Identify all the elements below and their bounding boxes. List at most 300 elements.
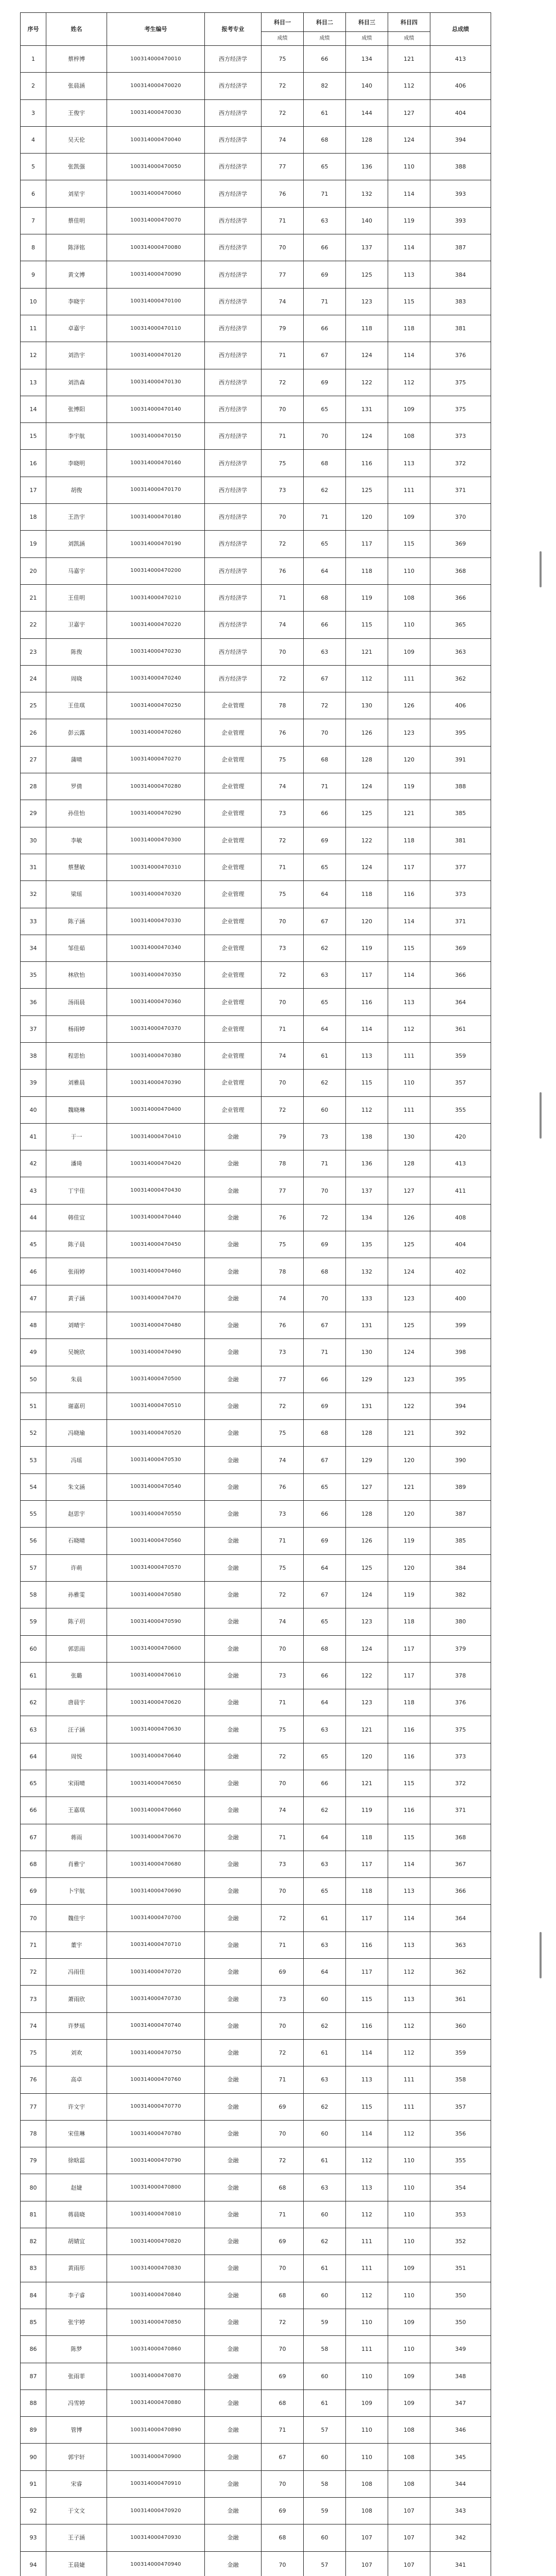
- row-index: 23: [21, 638, 46, 665]
- student-name: 冯瑶: [46, 1447, 107, 1473]
- student-name: 卓嘉宇: [46, 315, 107, 342]
- score-subject-3: 116: [346, 1931, 388, 1958]
- major: 金融: [205, 2120, 262, 2147]
- exam-id: 100314000470020: [107, 73, 205, 99]
- major: 企业管理: [205, 1070, 262, 1096]
- total-score: 366: [430, 584, 491, 611]
- student-name: 张璐: [46, 1662, 107, 1689]
- exam-id: 100314000470330: [107, 908, 205, 935]
- exam-id: 100314000470710: [107, 1931, 205, 1958]
- major: 企业管理: [205, 881, 262, 908]
- student-name: 王子涵: [46, 2524, 107, 2551]
- row-index: 64: [21, 1743, 46, 1770]
- table-body: [21, 46, 491, 2576]
- row-index: 70: [21, 1905, 46, 1931]
- score-subject-1: 79: [262, 1123, 304, 1150]
- exam-id: 100314000470100: [107, 288, 205, 315]
- score-subject-4: 110: [388, 2336, 430, 2363]
- table-row: [21, 369, 491, 396]
- table-row: [21, 1015, 491, 1042]
- major: 金融: [205, 1905, 262, 1931]
- score-subject-4: 113: [388, 1878, 430, 1905]
- exam-id: 100314000470720: [107, 1959, 205, 1986]
- score-subject-2: 72: [304, 1204, 346, 1231]
- score-subject-3: 118: [346, 315, 388, 342]
- score-subject-1: 72: [262, 1096, 304, 1123]
- score-subject-1: 70: [262, 2120, 304, 2147]
- exam-id: 100314000470580: [107, 1581, 205, 1608]
- table-row: [21, 2498, 491, 2524]
- table-row: [21, 746, 491, 773]
- total-score: 378: [430, 1662, 491, 1689]
- score-subject-3: 129: [346, 1366, 388, 1393]
- exam-id: 100314000470480: [107, 1312, 205, 1338]
- student-name: 胡俊: [46, 477, 107, 503]
- major: 金融: [205, 1743, 262, 1770]
- score-subject-1: 77: [262, 1177, 304, 1204]
- row-index: 33: [21, 908, 46, 935]
- score-subject-2: 68: [304, 450, 346, 477]
- score-subject-2: 61: [304, 1905, 346, 1931]
- table-row: [21, 665, 491, 692]
- total-score: 371: [430, 477, 491, 503]
- row-index: 56: [21, 1528, 46, 1554]
- student-name: 彭云露: [46, 719, 107, 746]
- exam-id: 100314000470860: [107, 2336, 205, 2363]
- score-subject-1: 78: [262, 1258, 304, 1285]
- score-subject-1: 73: [262, 935, 304, 961]
- score-subject-4: 109: [388, 2363, 430, 2389]
- total-score: 369: [430, 935, 491, 961]
- score-subject-1: 69: [262, 2363, 304, 2389]
- score-subject-1: 71: [262, 207, 304, 234]
- score-subject-2: 63: [304, 638, 346, 665]
- score-subject-4: 121: [388, 1473, 430, 1500]
- score-subject-4: 108: [388, 2470, 430, 2497]
- score-subject-3: 144: [346, 99, 388, 126]
- score-subject-3: 124: [346, 1635, 388, 1662]
- major: 西方经济学: [205, 423, 262, 450]
- exam-id: 100314000470090: [107, 261, 205, 288]
- score-subject-3: 131: [346, 1393, 388, 1419]
- table-row: [21, 1931, 491, 1958]
- student-name: 董宇: [46, 1931, 107, 1958]
- row-index: 72: [21, 1959, 46, 1986]
- major: 金融: [205, 2012, 262, 2039]
- student-name: 郭思雨: [46, 1635, 107, 1662]
- exam-id: 100314000470210: [107, 584, 205, 611]
- score-subject-4: 120: [388, 1447, 430, 1473]
- score-subject-1: 75: [262, 450, 304, 477]
- total-score: 355: [430, 2147, 491, 2174]
- row-index: 50: [21, 1366, 46, 1393]
- student-name: 张雨菲: [46, 2363, 107, 2389]
- table-row: [21, 2417, 491, 2444]
- total-score: 356: [430, 2120, 491, 2147]
- student-name: 许文宇: [46, 2093, 107, 2120]
- row-index: 66: [21, 1797, 46, 1824]
- student-name: 邹佳茹: [46, 935, 107, 961]
- table-row: [21, 126, 491, 153]
- major: 金融: [205, 1689, 262, 1716]
- table-row: [21, 2336, 491, 2363]
- score-subject-3: 112: [346, 2282, 388, 2309]
- row-index: 26: [21, 719, 46, 746]
- score-subject-4: 115: [388, 1824, 430, 1851]
- table-row: [21, 1177, 491, 1204]
- score-subject-4: 117: [388, 1635, 430, 1662]
- score-subject-2: 61: [304, 2389, 346, 2416]
- score-subject-3: 117: [346, 531, 388, 557]
- score-subject-4: 115: [388, 288, 430, 315]
- student-name: 王晨婕: [46, 2551, 107, 2576]
- student-name: 李晓宇: [46, 288, 107, 315]
- score-subject-1: 73: [262, 1339, 304, 1366]
- total-score: 413: [430, 46, 491, 73]
- total-score: 388: [430, 773, 491, 800]
- major: 金融: [205, 2309, 262, 2335]
- total-score: 392: [430, 1420, 491, 1447]
- score-subject-2: 71: [304, 1339, 346, 1366]
- row-index: 86: [21, 2336, 46, 2363]
- score-subject-4: 119: [388, 207, 430, 234]
- row-index: 93: [21, 2524, 46, 2551]
- score-subject-3: 118: [346, 1878, 388, 1905]
- score-subject-4: 114: [388, 1851, 430, 1877]
- major: 金融: [205, 2336, 262, 2363]
- score-subject-4: 110: [388, 2228, 430, 2255]
- major: 金融: [205, 1662, 262, 1689]
- score-subject-1: 71: [262, 2066, 304, 2093]
- table-row: [21, 1662, 491, 1689]
- score-subject-1: 78: [262, 1150, 304, 1177]
- exam-id: 100314000470540: [107, 1473, 205, 1500]
- exam-id: 100314000470680: [107, 1851, 205, 1877]
- table-row: [21, 719, 491, 746]
- total-score: 366: [430, 962, 491, 989]
- score-subject-4: 119: [388, 1581, 430, 1608]
- score-subject-1: 70: [262, 2470, 304, 2497]
- score-subject-1: 77: [262, 1366, 304, 1393]
- total-score: 373: [430, 1743, 491, 1770]
- total-score: 371: [430, 908, 491, 935]
- score-table: [20, 12, 491, 2576]
- total-score: 393: [430, 207, 491, 234]
- score-subject-2: 60: [304, 1986, 346, 2012]
- score-subject-2: 60: [304, 2524, 346, 2551]
- score-subject-4: 111: [388, 1042, 430, 1069]
- total-score: 367: [430, 1851, 491, 1877]
- score-subject-1: 76: [262, 1204, 304, 1231]
- student-name: 汤雨晨: [46, 989, 107, 1015]
- score-subject-2: 67: [304, 1581, 346, 1608]
- score-subject-4: 110: [388, 154, 430, 180]
- total-score: 352: [430, 2228, 491, 2255]
- total-score: 350: [430, 2309, 491, 2335]
- row-index: 83: [21, 2255, 46, 2282]
- score-subject-3: 127: [346, 1473, 388, 1500]
- score-subject-4: 122: [388, 1393, 430, 1419]
- score-subject-4: 108: [388, 584, 430, 611]
- score-subject-1: 72: [262, 1905, 304, 1931]
- score-subject-3: 118: [346, 881, 388, 908]
- total-score: 376: [430, 342, 491, 369]
- total-score: 387: [430, 1501, 491, 1528]
- major: 企业管理: [205, 746, 262, 773]
- table-row: [21, 2255, 491, 2282]
- table-row: [21, 531, 491, 557]
- row-index: 89: [21, 2417, 46, 2444]
- row-index: 53: [21, 1447, 46, 1473]
- major: 金融: [205, 1473, 262, 1500]
- score-subject-4: 116: [388, 1797, 430, 1824]
- row-index: 71: [21, 1931, 46, 1958]
- exam-id: 100314000470010: [107, 46, 205, 73]
- major: 金融: [205, 1770, 262, 1797]
- score-subject-1: 77: [262, 261, 304, 288]
- score-subject-1: 71: [262, 423, 304, 450]
- score-subject-1: 71: [262, 584, 304, 611]
- score-subject-4: 112: [388, 1959, 430, 1986]
- student-name: 潘琦: [46, 1150, 107, 1177]
- exam-id: 100314000470510: [107, 1393, 205, 1419]
- total-score: 343: [430, 2498, 491, 2524]
- score-subject-2: 62: [304, 2093, 346, 2120]
- score-subject-2: 59: [304, 2498, 346, 2524]
- score-subject-3: 113: [346, 2174, 388, 2201]
- score-subject-4: 109: [388, 504, 430, 531]
- table-row: [21, 908, 491, 935]
- score-subject-1: 70: [262, 396, 304, 422]
- row-index: 35: [21, 962, 46, 989]
- table-row: [21, 1716, 491, 1743]
- score-subject-2: 60: [304, 2201, 346, 2228]
- major: 金融: [205, 1797, 262, 1824]
- score-subject-3: 124: [346, 854, 388, 880]
- score-subject-1: 75: [262, 746, 304, 773]
- score-subject-2: 68: [304, 1420, 346, 1447]
- row-index: 37: [21, 1015, 46, 1042]
- student-name: 于一: [46, 1123, 107, 1150]
- row-index: 81: [21, 2201, 46, 2228]
- score-subject-2: 64: [304, 1689, 346, 1716]
- total-score: 379: [430, 1635, 491, 1662]
- score-subject-3: 118: [346, 1824, 388, 1851]
- score-subject-3: 124: [346, 1581, 388, 1608]
- student-name: 丁宇佳: [46, 1177, 107, 1204]
- exam-id: 100314000470550: [107, 1501, 205, 1528]
- row-index: 76: [21, 2066, 46, 2093]
- score-subject-2: 68: [304, 126, 346, 153]
- row-index: 90: [21, 2444, 46, 2470]
- major: 金融: [205, 1608, 262, 1635]
- score-subject-1: 70: [262, 638, 304, 665]
- total-score: 354: [430, 2174, 491, 2201]
- total-score: 411: [430, 1177, 491, 1204]
- exam-id: 100314000470370: [107, 1015, 205, 1042]
- score-subject-2: 57: [304, 2417, 346, 2444]
- score-subject-2: 65: [304, 854, 346, 880]
- score-subject-1: 72: [262, 1581, 304, 1608]
- score-subject-3: 119: [346, 935, 388, 961]
- exam-id: 100314000470890: [107, 2417, 205, 2444]
- score-subject-4: 115: [388, 531, 430, 557]
- score-subject-3: 133: [346, 1285, 388, 1312]
- table-row: [21, 1285, 491, 1312]
- student-name: 蔡佳明: [46, 207, 107, 234]
- exam-id: 100314000470810: [107, 2201, 205, 2228]
- student-name: 张宇婷: [46, 2309, 107, 2335]
- total-score: 395: [430, 1366, 491, 1393]
- total-score: 360: [430, 2012, 491, 2039]
- major: 金融: [205, 2039, 262, 2066]
- score-subject-2: 60: [304, 2120, 346, 2147]
- score-subject-1: 68: [262, 2282, 304, 2309]
- student-name: 魏佳宇: [46, 1905, 107, 1931]
- row-index: 21: [21, 584, 46, 611]
- table-row: [21, 800, 491, 827]
- row-index: 88: [21, 2389, 46, 2416]
- table-row: [21, 1258, 491, 1285]
- table-row: [21, 612, 491, 638]
- score-subject-4: 118: [388, 827, 430, 854]
- score-subject-3: 129: [346, 1447, 388, 1473]
- major: 金融: [205, 1393, 262, 1419]
- score-subject-4: 123: [388, 1366, 430, 1393]
- score-subject-4: 109: [388, 396, 430, 422]
- major: 金融: [205, 1635, 262, 1662]
- score-subject-2: 63: [304, 962, 346, 989]
- table-row: [21, 1959, 491, 1986]
- score-subject-4: 113: [388, 450, 430, 477]
- major: 西方经济学: [205, 288, 262, 315]
- score-subject-2: 61: [304, 2255, 346, 2282]
- table-row: [21, 1150, 491, 1177]
- score-subject-2: 62: [304, 2012, 346, 2039]
- student-name: 蔡慧敏: [46, 854, 107, 880]
- exam-id: 100314000470660: [107, 1797, 205, 1824]
- score-subject-2: 63: [304, 1716, 346, 1743]
- score-subject-1: 76: [262, 1312, 304, 1338]
- student-name: 吴婉欣: [46, 1339, 107, 1366]
- total-score: 359: [430, 2039, 491, 2066]
- student-name: 郭宇轩: [46, 2444, 107, 2470]
- table-row: [21, 2363, 491, 2389]
- score-subject-2: 82: [304, 73, 346, 99]
- exam-id: 100314000470520: [107, 1420, 205, 1447]
- row-index: 15: [21, 423, 46, 450]
- score-subject-3: 132: [346, 180, 388, 207]
- score-subject-2: 58: [304, 2336, 346, 2363]
- student-name: 肖雅宁: [46, 1851, 107, 1877]
- table-row: [21, 1554, 491, 1581]
- score-subject-1: 69: [262, 2498, 304, 2524]
- total-score: 399: [430, 1312, 491, 1338]
- score-subject-3: 117: [346, 1851, 388, 1877]
- exam-id: 100314000470900: [107, 2444, 205, 2470]
- total-score: 359: [430, 1042, 491, 1069]
- total-score: 375: [430, 369, 491, 396]
- score-subject-1: 76: [262, 557, 304, 584]
- table-row: [21, 2174, 491, 2201]
- row-index: 41: [21, 1123, 46, 1150]
- student-name: 周晓: [46, 665, 107, 692]
- score-subject-3: 126: [346, 1528, 388, 1554]
- score-subject-2: 64: [304, 557, 346, 584]
- row-index: 63: [21, 1716, 46, 1743]
- major: 西方经济学: [205, 504, 262, 531]
- exam-id: 100314000470650: [107, 1770, 205, 1797]
- table-row: [21, 935, 491, 961]
- major: 金融: [205, 1258, 262, 1285]
- student-name: 冯雪婷: [46, 2389, 107, 2416]
- score-subject-2: 64: [304, 1015, 346, 1042]
- score-subject-1: 72: [262, 73, 304, 99]
- major: 企业管理: [205, 800, 262, 827]
- score-subject-1: 70: [262, 1635, 304, 1662]
- score-subject-2: 64: [304, 1959, 346, 1986]
- table-row: [21, 477, 491, 503]
- header-subject-1: 科目一: [262, 13, 304, 32]
- total-score: 385: [430, 800, 491, 827]
- total-score: 413: [430, 1150, 491, 1177]
- score-subject-3: 135: [346, 1231, 388, 1258]
- score-subject-3: 128: [346, 746, 388, 773]
- score-subject-4: 109: [388, 2255, 430, 2282]
- score-subject-3: 121: [346, 638, 388, 665]
- score-subject-4: 111: [388, 2066, 430, 2093]
- score-subject-3: 118: [346, 557, 388, 584]
- score-subject-2: 71: [304, 504, 346, 531]
- score-subject-1: 69: [262, 2228, 304, 2255]
- score-subject-4: 125: [388, 1231, 430, 1258]
- total-score: 394: [430, 126, 491, 153]
- table-row: [21, 692, 491, 719]
- score-subject-4: 126: [388, 692, 430, 719]
- total-score: 361: [430, 1986, 491, 2012]
- exam-id: 100314000470290: [107, 800, 205, 827]
- score-subject-2: 65: [304, 989, 346, 1015]
- student-name: 宋雨晴: [46, 1770, 107, 1797]
- score-subject-3: 122: [346, 369, 388, 396]
- score-subject-2: 58: [304, 2470, 346, 2497]
- score-subject-3: 124: [346, 423, 388, 450]
- table-row: [21, 261, 491, 288]
- row-index: 61: [21, 1662, 46, 1689]
- table-row: [21, 773, 491, 800]
- row-index: 94: [21, 2551, 46, 2576]
- score-subject-2: 69: [304, 1231, 346, 1258]
- score-subject-4: 113: [388, 1986, 430, 2012]
- student-name: 胡婧宜: [46, 2228, 107, 2255]
- score-subject-3: 123: [346, 288, 388, 315]
- score-subject-3: 113: [346, 2066, 388, 2093]
- row-index: 28: [21, 773, 46, 800]
- major: 金融: [205, 2524, 262, 2551]
- score-subject-2: 63: [304, 2174, 346, 2201]
- major: 西方经济学: [205, 584, 262, 611]
- table-row: [21, 423, 491, 450]
- score-subject-1: 70: [262, 2012, 304, 2039]
- major: 西方经济学: [205, 396, 262, 422]
- score-subject-2: 59: [304, 2309, 346, 2335]
- exam-id: 100314000470910: [107, 2470, 205, 2497]
- exam-id: 100314000470360: [107, 989, 205, 1015]
- table-row: [21, 962, 491, 989]
- score-subject-3: 121: [346, 1716, 388, 1743]
- major: 金融: [205, 1554, 262, 1581]
- score-subject-4: 124: [388, 1258, 430, 1285]
